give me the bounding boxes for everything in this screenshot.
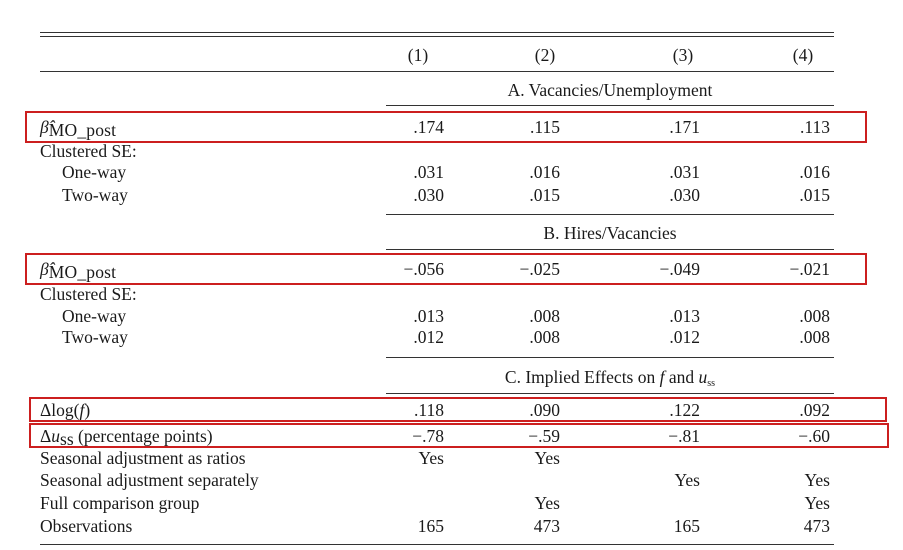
seasonal-separate-3: Yes xyxy=(674,470,700,490)
panel-c-title xyxy=(386,366,834,395)
column-header-2: (2) xyxy=(534,45,556,65)
observations-3: 165 xyxy=(673,516,700,536)
panel-b-oneway-row xyxy=(0,305,903,327)
panel-b-twoway-row xyxy=(0,326,903,348)
du-delta: Δ xyxy=(40,426,52,446)
seasonal-ratios-1: Yes xyxy=(418,448,444,468)
panel-a-twoway-3: .030 xyxy=(669,185,700,205)
top-rule-2 xyxy=(40,36,834,37)
beta-symbol: β̂ xyxy=(40,259,49,279)
panel-a-twoway-2: .015 xyxy=(529,185,560,205)
column-header-4: (4) xyxy=(792,45,814,65)
observations-label: Observations xyxy=(40,516,133,536)
panel-c-f: f xyxy=(659,367,665,387)
observations-2: 473 xyxy=(533,516,560,536)
oneway-label: One-way xyxy=(62,306,127,326)
panel-a-clustered-row xyxy=(0,140,903,162)
observations-4: 473 xyxy=(803,516,830,536)
du-ss: ss xyxy=(60,429,74,449)
panel-b-twoway-4: .008 xyxy=(799,327,830,347)
panel-c-prefix: C. Implied Effects on xyxy=(504,367,660,387)
panel-a-title: A. Vacancies/Unemployment xyxy=(507,80,713,100)
du-rest: (percentage points) xyxy=(73,426,213,446)
du-u: u xyxy=(51,426,61,446)
panel-a-oneway-3: .031 xyxy=(669,162,700,182)
seasonal-ratios-row xyxy=(0,447,903,469)
panel-b-twoway-3: .012 xyxy=(669,327,700,347)
panel-a-twoway-4: .015 xyxy=(799,185,830,205)
panel-b-title: B. Hires/Vacancies xyxy=(543,223,677,243)
panel-b-oneway-1: .013 xyxy=(413,306,444,326)
panel-a-beta-2: .115 xyxy=(530,117,560,137)
dlogf-4: .092 xyxy=(799,400,830,420)
dlogf-1: .118 xyxy=(414,400,444,420)
full-group-4: Yes xyxy=(804,493,830,513)
panel-a-rule xyxy=(386,105,834,106)
highlight-box-panel-b-beta xyxy=(25,253,867,285)
beta-subscript: MO_post xyxy=(48,262,117,282)
column-header-1: (1) xyxy=(407,45,429,65)
oneway-label: One-way xyxy=(62,162,127,182)
seasonal-separate-4: Yes xyxy=(804,470,830,490)
dlogf-pre: Δlog( xyxy=(40,400,80,420)
column-header-3: (3) xyxy=(672,45,694,65)
dlogf-f: f xyxy=(79,400,85,420)
panel-c-u: u xyxy=(698,367,708,387)
panel-b-bottom-rule xyxy=(386,357,834,358)
full-group-row xyxy=(0,492,903,514)
highlight-box-panel-a-beta xyxy=(25,111,867,143)
beta-symbol: β̂ xyxy=(40,117,49,137)
panel-a-oneway-2: .016 xyxy=(529,162,560,182)
dlogf-post: ) xyxy=(84,400,91,420)
panel-a-beta-4: .113 xyxy=(800,117,830,137)
observations-row xyxy=(0,515,903,537)
observations-1: 165 xyxy=(417,516,444,536)
full-group-2: Yes xyxy=(534,493,560,513)
twoway-label: Two-way xyxy=(62,327,128,347)
panel-a-oneway-4: .016 xyxy=(799,162,830,182)
panel-a-twoway-1: .030 xyxy=(413,185,444,205)
panel-b-oneway-4: .008 xyxy=(799,306,830,326)
panel-b-twoway-2: .008 xyxy=(529,327,560,347)
panel-b-oneway-2: .008 xyxy=(529,306,560,326)
panel-b-beta-1: −.056 xyxy=(403,259,444,279)
panel-b-beta-4: −.021 xyxy=(789,259,830,279)
panel-b-twoway-1: .012 xyxy=(413,327,444,347)
dlogf-3: .122 xyxy=(669,400,700,420)
panel-a-twoway-row xyxy=(0,184,903,206)
highlight-box-du xyxy=(29,423,889,448)
seasonal-ratios-2: Yes xyxy=(534,448,560,468)
full-group-label: Full comparison group xyxy=(40,493,200,513)
panel-c-and: and xyxy=(664,367,699,387)
beta-subscript: MO_post xyxy=(48,120,117,140)
seasonal-ratios-label: Seasonal adjustment as ratios xyxy=(40,448,246,468)
seasonal-separate-row xyxy=(0,469,903,491)
panel-a-oneway-row xyxy=(0,161,903,183)
panel-b-beta-2: −.025 xyxy=(519,259,560,279)
panel-a-bottom-rule xyxy=(386,214,834,215)
panel-a-beta-3: .171 xyxy=(669,117,700,137)
twoway-label: Two-way xyxy=(62,185,128,205)
du-1: −.78 xyxy=(412,426,444,446)
top-rule-1 xyxy=(40,32,834,33)
header-rule xyxy=(40,71,834,72)
clustered-label: Clustered SE: xyxy=(40,141,137,161)
panel-b-rule xyxy=(386,249,834,250)
seasonal-separate-label: Seasonal adjustment separately xyxy=(40,470,259,490)
panel-c-rule xyxy=(386,393,834,394)
dlogf-2: .090 xyxy=(529,400,560,420)
panel-b-oneway-3: .013 xyxy=(669,306,700,326)
clustered-label: Clustered SE: xyxy=(40,284,137,304)
du-4: −.60 xyxy=(798,426,830,446)
panel-b-beta-3: −.049 xyxy=(659,259,700,279)
highlight-box-dlogf xyxy=(29,397,887,422)
du-3: −.81 xyxy=(668,426,700,446)
panel-a-beta-1: .174 xyxy=(413,117,444,137)
bottom-rule xyxy=(40,544,834,545)
panel-b-clustered-row xyxy=(0,283,903,305)
panel-c-ss: ss xyxy=(707,378,716,389)
panel-a-oneway-1: .031 xyxy=(413,162,444,182)
du-2: −.59 xyxy=(528,426,560,446)
